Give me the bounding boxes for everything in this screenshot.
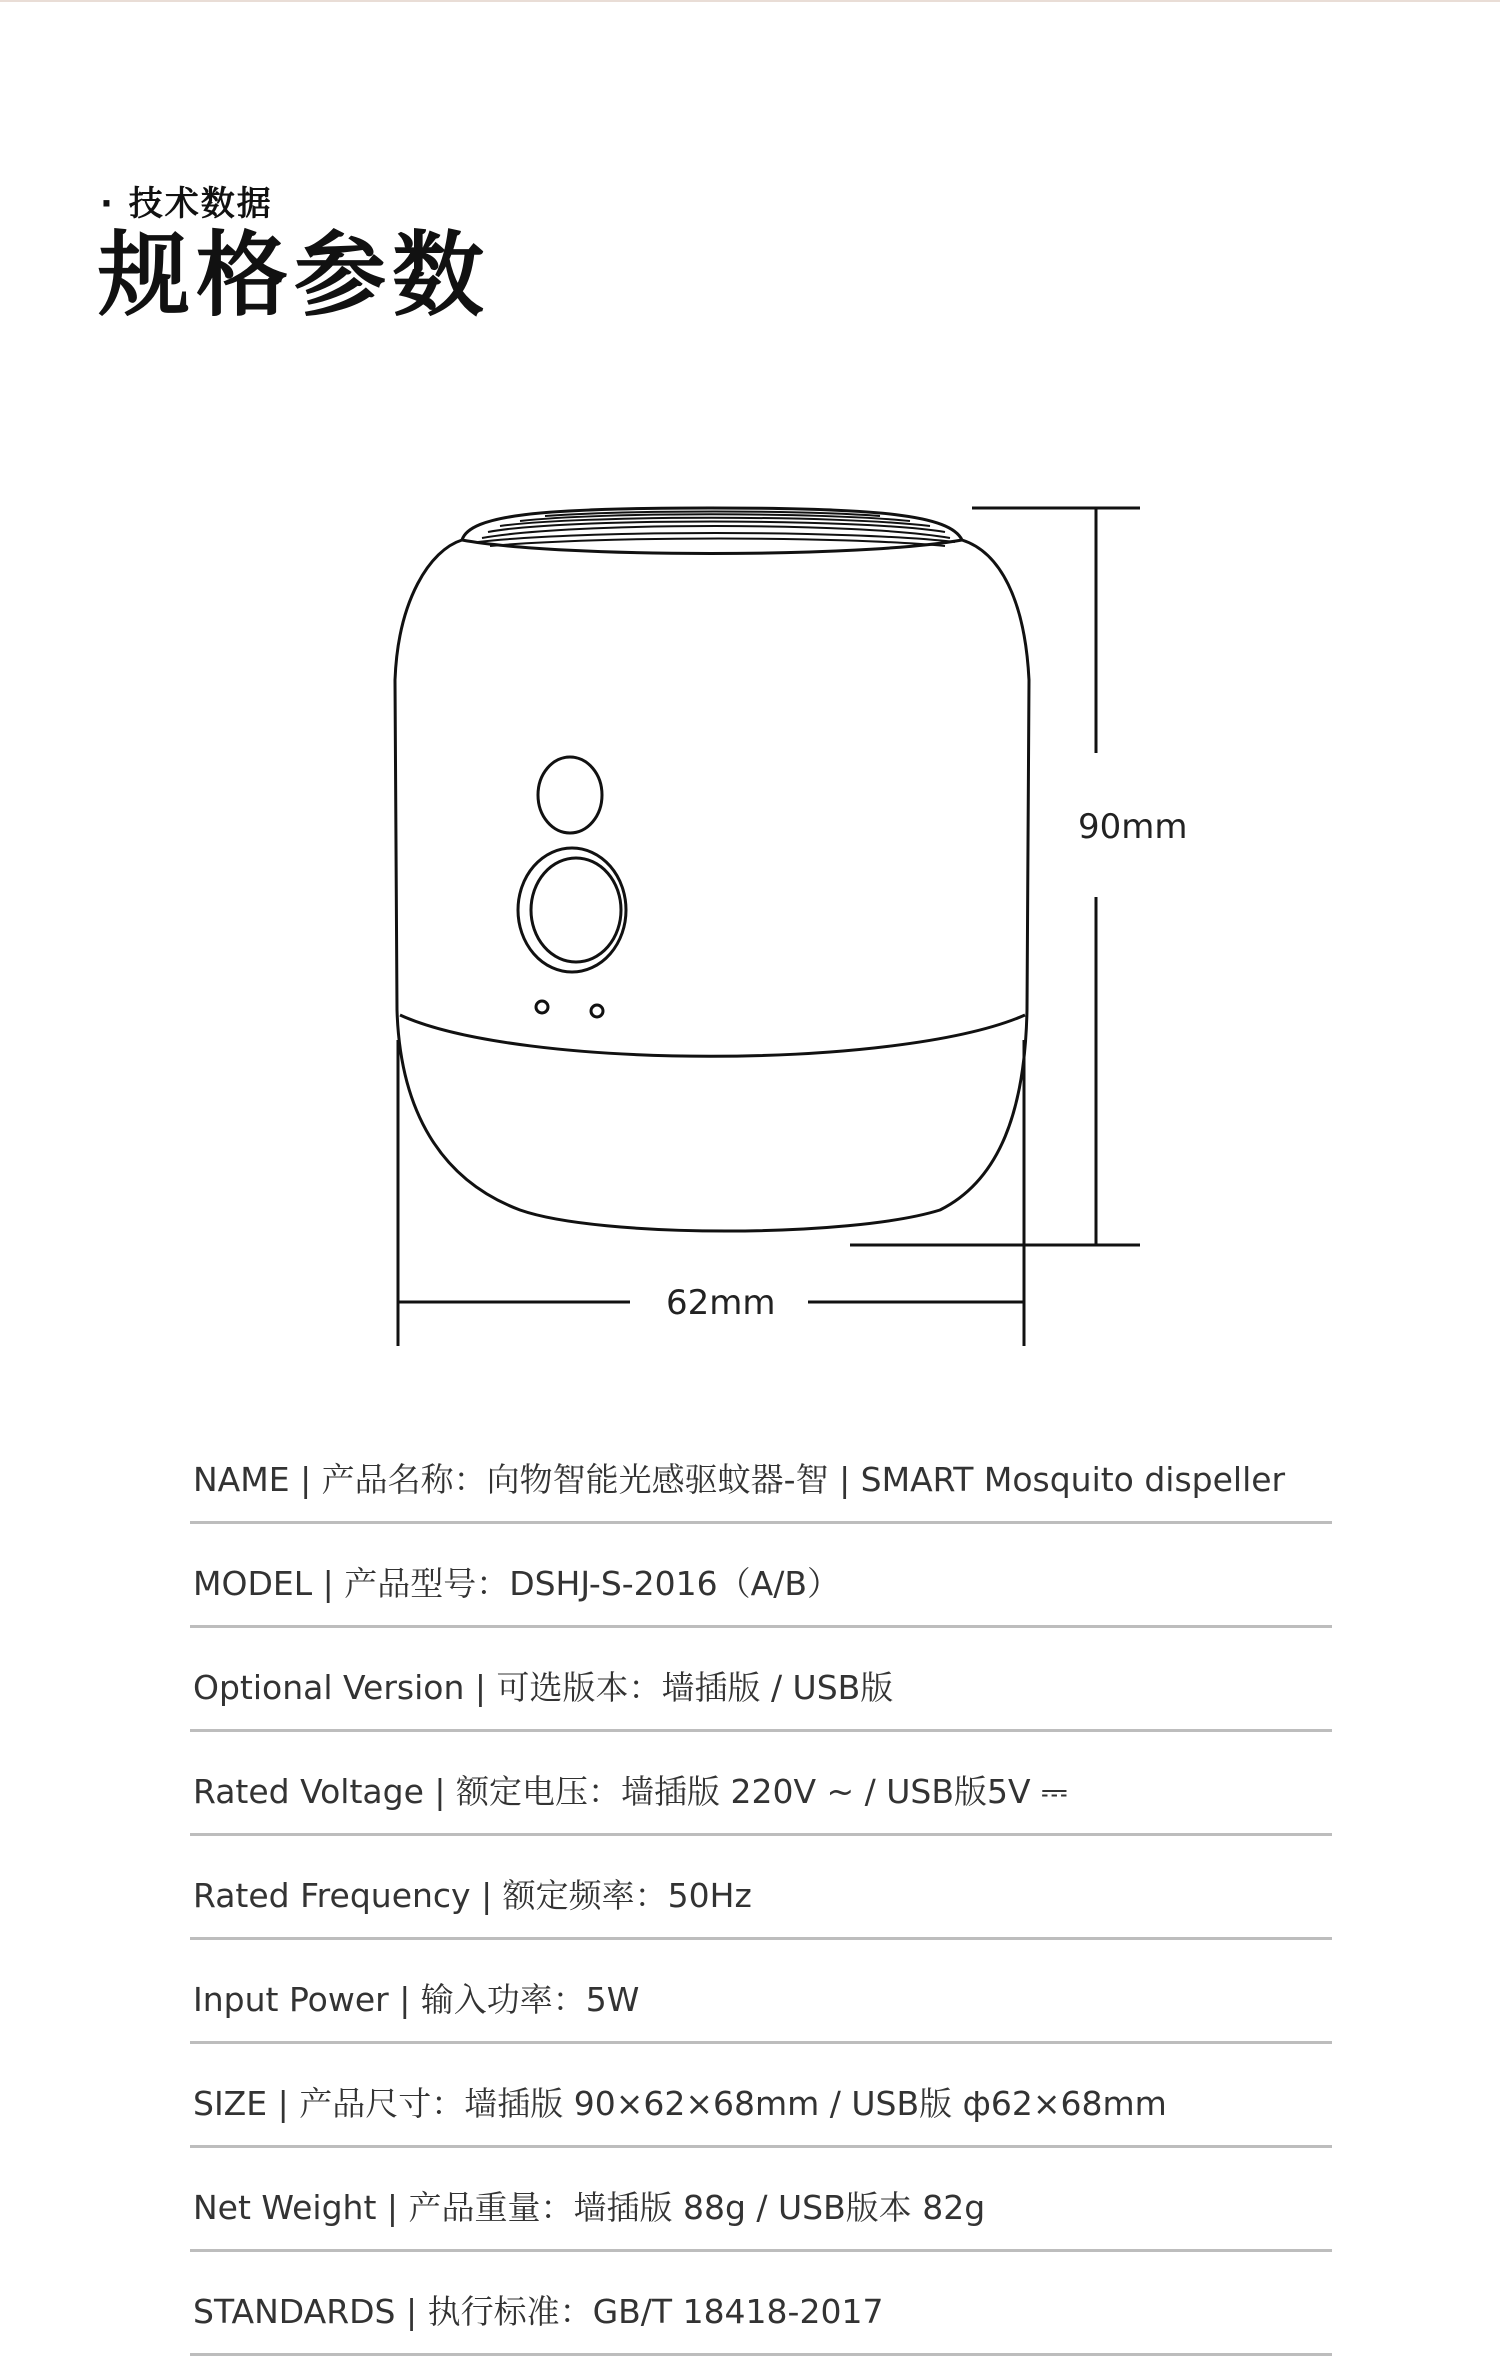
- spec-text: STANDARDS | 执行标准：GB/T 18418-2017: [193, 2292, 884, 2331]
- spec-row-power: [190, 1940, 1332, 2044]
- spec-text: MODEL | 产品型号：DSHJ-S-2016（A/B）: [193, 1564, 840, 1603]
- spec-text: Rated Frequency | 额定频率：50Hz: [193, 1876, 752, 1915]
- spec-row-name: [190, 1420, 1332, 1524]
- spec-row-weight: [190, 2148, 1332, 2252]
- spec-text: Rated Voltage | 额定电压：墙插版 220V ~ / USB版5V ⎓: [193, 1772, 1068, 1811]
- height-label: 90mm: [1078, 807, 1188, 847]
- spec-row-version: [190, 1628, 1332, 1732]
- width-label: 62mm: [666, 1283, 776, 1323]
- spec-row-standards: [190, 2252, 1332, 2356]
- spec-row-frequency: [190, 1836, 1332, 1940]
- spec-row-model: [190, 1524, 1332, 1628]
- top-grille: [478, 512, 955, 547]
- spec-text: SIZE | 产品尺寸：墙插版 90×62×68mm / USB版 ф62×68mm: [193, 2084, 1167, 2123]
- spec-text: Optional Version | 可选版本：墙插版 / USB版: [193, 1668, 894, 1707]
- product-dimension-diagram: [0, 470, 1500, 1370]
- product-outline: [395, 508, 1029, 1231]
- spec-row-size: [190, 2044, 1332, 2148]
- height-dimension: [850, 508, 1140, 1245]
- spec-text: Input Power | 输入功率：5W: [193, 1980, 640, 2019]
- top-divider: [0, 0, 1500, 2]
- spec-row-voltage: [190, 1732, 1332, 1836]
- spec-text: Net Weight | 产品重量：墙插版 88g / USB版本 82g: [193, 2188, 986, 2227]
- section-kicker: · 技术数据: [100, 184, 273, 224]
- page-title: 规格参数: [98, 222, 491, 329]
- spec-list: [190, 1420, 1332, 2356]
- spec-text: NAME | 产品名称：向物智能光感驱蚊器-智 | SMART Mosquito dispeller: [193, 1460, 1286, 1499]
